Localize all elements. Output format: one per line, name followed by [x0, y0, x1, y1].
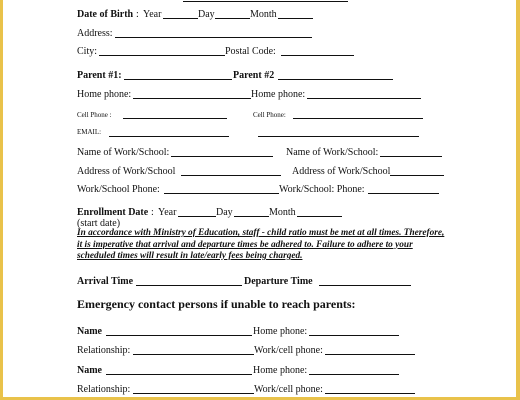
arrival-field[interactable]: [136, 276, 242, 286]
email-label: EMAIL:: [77, 128, 102, 136]
enrollment-month-field[interactable]: [297, 207, 342, 217]
work-address-label-2: Address of Work/School: [292, 166, 391, 177]
emergency2-home-label: Home phone:: [253, 365, 308, 376]
work-name-field-1[interactable]: [171, 147, 273, 157]
emergency2-rel-row: [3, 384, 516, 397]
address-label: Address:: [77, 28, 113, 39]
start-date-note: (start date): [77, 218, 121, 229]
city-row: [3, 46, 516, 64]
home-phone-field-1[interactable]: [133, 89, 251, 99]
city-field[interactable]: [99, 46, 225, 56]
late-fee-notice: In accordance with Ministry of Education, staff - child ratio must be met at all times. Therefore, it is imperative that arrival and departure times be adhered to. Failure to adhere to your scheduled times will result in late/early fees being charged.: [77, 228, 445, 261]
email-field-2[interactable]: [258, 127, 419, 137]
work-address-field-2[interactable]: [390, 166, 444, 176]
emergency1-rel-label: Relationship:: [77, 345, 131, 356]
home-phone-field-2[interactable]: [307, 89, 421, 99]
dob-year-field[interactable]: [163, 9, 198, 19]
cell-phone-row: [3, 109, 516, 127]
enrollment-day-field[interactable]: [234, 207, 269, 217]
enrollment-month-label: Month: [269, 207, 296, 218]
work-address-label-1: Address of Work/School: [77, 166, 176, 177]
postal-field[interactable]: [281, 46, 354, 56]
dob-row: Date of Birth : Year Day Month: [3, 9, 516, 27]
postal-label: Postal Code:: [225, 46, 276, 57]
emergency2-name-row: [3, 365, 516, 383]
emergency-heading: Emergency contact persons if unable to reach parents:: [77, 297, 356, 311]
emergency1-rel-field[interactable]: [133, 345, 254, 355]
emergency-heading-row: [3, 297, 516, 315]
cell-phone-label-1: Cell Phone :: [77, 111, 112, 119]
cell-phone-field-1[interactable]: [123, 109, 227, 119]
emergency2-home-field[interactable]: [309, 365, 399, 375]
parents-row: [3, 70, 516, 88]
parent1-field[interactable]: [124, 70, 232, 80]
emergency2-name-field[interactable]: [106, 365, 252, 375]
parent2-label: Parent #2: [233, 70, 275, 81]
work-phone-field-1[interactable]: [164, 184, 279, 194]
emergency2-work-field[interactable]: [325, 384, 415, 394]
home-phone-label-2: Home phone:: [251, 89, 306, 100]
arrival-label: Arrival Time: [77, 276, 134, 287]
parent2-field[interactable]: [278, 70, 393, 80]
emergency1-home-field[interactable]: [309, 326, 399, 336]
work-name-field-2[interactable]: [380, 147, 442, 157]
work-phone-row: [3, 184, 516, 202]
work-phone-field-2[interactable]: [368, 184, 439, 194]
email-row: [3, 127, 516, 145]
dob-month-field[interactable]: [278, 9, 313, 19]
enrollment-label: Enrollment Date: [77, 207, 149, 218]
parent1-label: Parent #1:: [77, 70, 122, 81]
emergency1-work-label: Work/cell phone:: [254, 345, 323, 356]
emergency1-name-label: Name: [77, 326, 102, 337]
emergency1-name-row: [3, 326, 516, 344]
emergency2-rel-label: Relationship:: [77, 384, 131, 395]
enrollment-row: Enrollment Date : Year Day Month: [3, 207, 516, 225]
city-label: City:: [77, 46, 98, 57]
work-phone-label-1: Work/School Phone:: [77, 184, 160, 195]
work-address-row: [3, 166, 516, 184]
enrollment-year-field[interactable]: [178, 207, 216, 217]
departure-field[interactable]: [319, 276, 411, 286]
emergency2-rel-field[interactable]: [133, 384, 254, 394]
emergency2-name-label: Name: [77, 365, 102, 376]
top-line: [183, 0, 348, 2]
work-name-label-1: Name of Work/School:: [77, 147, 170, 158]
dob-month-label: Month: [250, 9, 277, 20]
home-phone-row: [3, 89, 516, 107]
cell-phone-field-2[interactable]: [293, 109, 423, 119]
enrollment-form: [3, 0, 516, 397]
dob-year-label: Year: [143, 9, 162, 20]
work-name-label-2: Name of Work/School:: [286, 147, 379, 158]
work-phone-label-2: Work/School: Phone:: [279, 184, 365, 195]
enrollment-day-label: Day: [216, 207, 233, 218]
emergency1-rel-row: [3, 345, 516, 363]
work-address-field-1[interactable]: [181, 166, 281, 176]
emergency2-work-label: Work/cell phone:: [254, 384, 323, 395]
work-name-row: [3, 147, 516, 165]
emergency1-work-field[interactable]: [325, 345, 415, 355]
times-row: [3, 276, 516, 294]
dob-label: Date of Birth: [77, 9, 134, 20]
address-field[interactable]: [115, 28, 312, 38]
dob-day-field[interactable]: [215, 9, 250, 19]
address-row: [3, 28, 516, 46]
home-phone-label-1: Home phone:: [77, 89, 132, 100]
emergency1-home-label: Home phone:: [253, 326, 308, 337]
emergency1-name-field[interactable]: [106, 326, 252, 336]
departure-label: Departure Time: [244, 276, 313, 287]
cell-phone-label-2: Cell Phone:: [253, 111, 286, 119]
dob-day-label: Day: [198, 9, 215, 20]
enrollment-year-label: Year: [158, 207, 177, 218]
email-field-1[interactable]: [109, 127, 229, 137]
